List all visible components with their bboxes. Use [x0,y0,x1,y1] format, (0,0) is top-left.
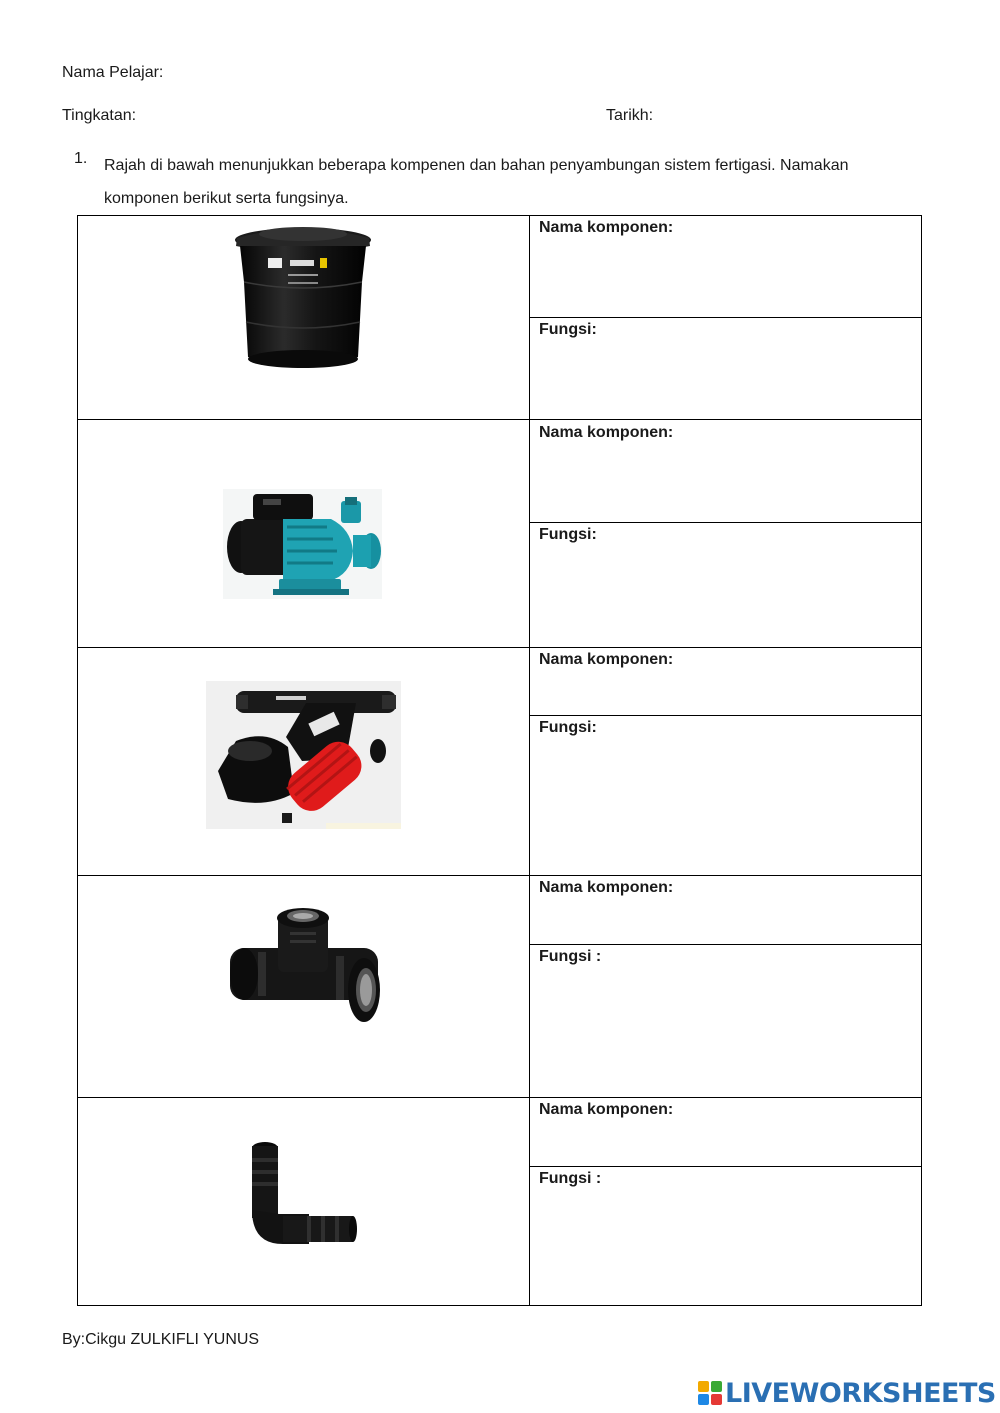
row-divider [78,1097,921,1098]
cell-divider [529,317,921,318]
row-divider [78,647,921,648]
row-divider [78,419,921,420]
water-pump-image [223,489,382,599]
liveworksheets-logo [698,1378,996,1408]
column-divider [529,216,530,1305]
cell-divider [529,715,921,716]
author-credit: By:Cikgu ZULKIFLI YUNUS [62,1331,260,1348]
component-name-label: Nama komponen: [539,651,674,668]
cell-divider [529,522,921,523]
row-divider [78,875,921,876]
disc-filter-image [206,681,401,829]
function-label: Fungsi: [539,719,597,736]
logo-text: LIVEWORKSHEETS [725,1377,996,1409]
function-label: Fungsi: [539,321,597,338]
function-label: Fungsi: [539,526,597,543]
question-number: 1. [74,150,88,167]
function-label: Fungsi : [539,1170,602,1187]
tee-connector-image [228,906,381,1030]
elbow-connector-image [249,1140,359,1250]
question-text: Rajah di bawah menunjukkan beberapa kompenen dan bahan penyambungan sistem fertigasi. Namakan komponen berikut serta fungsinya. [104,157,849,207]
student-name-label: Nama Pelajar: [62,64,164,81]
component-name-label: Nama komponen: [539,219,674,236]
answer-table [77,215,922,1306]
component-name-label: Nama komponen: [539,879,674,896]
logo-mark-icon [698,1381,722,1405]
component-name-label: Nama komponen: [539,424,674,441]
water-tank-image [232,222,374,377]
cell-divider [529,1166,921,1167]
function-label: Fungsi : [539,948,602,965]
cell-divider [529,944,921,945]
date-label: Tarikh: [606,107,654,124]
form-label: Tingkatan: [62,107,137,124]
component-name-label: Nama komponen: [539,1101,674,1118]
